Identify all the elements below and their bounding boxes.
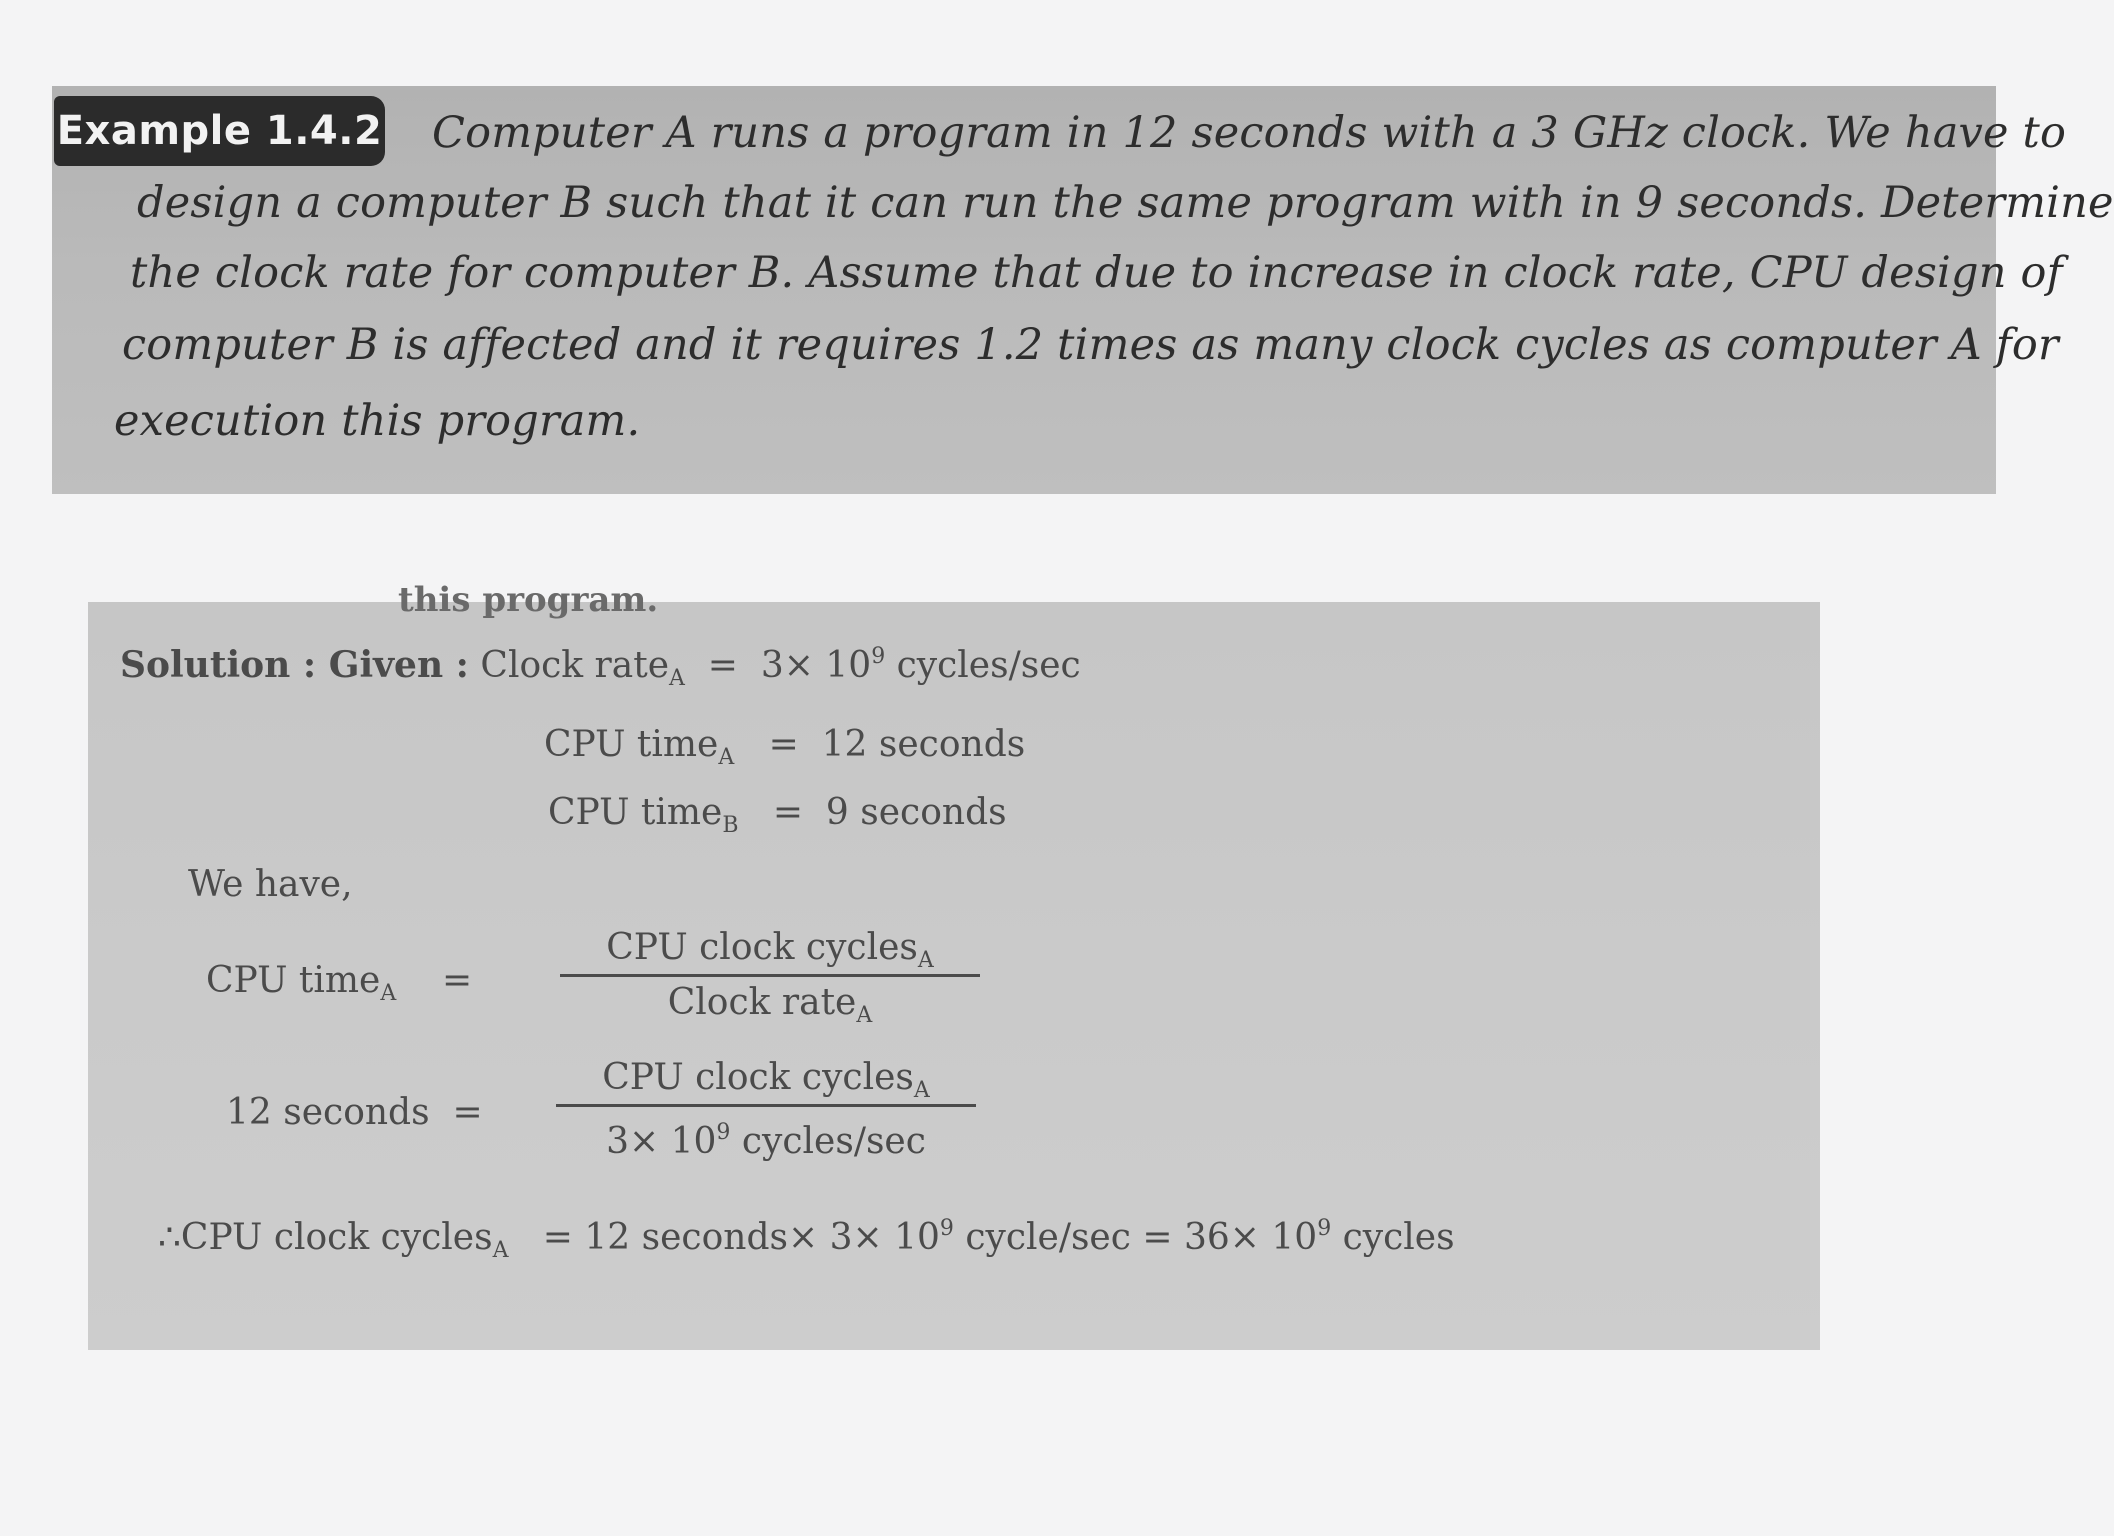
eq3-lhs-subscript: A [492, 1238, 509, 1263]
cpu-time-b-subscript: B [722, 813, 739, 838]
eq3-rhs-part-3: cycles [1331, 1217, 1455, 1258]
eq3-exponent-2: 9 [1317, 1216, 1332, 1241]
example-line-3: the clock rate for computer B. Assume that due to increase in clock rate, CPU design of [130, 248, 2063, 298]
therefore-symbol: ∴ [158, 1217, 181, 1258]
example-badge: Example 1.4.2 [54, 96, 385, 166]
eq2-numerator [556, 1054, 976, 1102]
eq1-numerator-term: CPU clock cycles [606, 927, 918, 968]
eq1-lhs-term: CPU time [206, 960, 381, 1001]
eq1-denominator-term: Clock rate [667, 982, 857, 1023]
eq1-numerator-subscript: A [917, 948, 934, 973]
example-line-2: design a computer B such that it can run the same program with in 9 seconds. Determine [137, 178, 2114, 228]
eq1-fraction-bar [560, 974, 980, 977]
clock-rate-unit: cycles/sec [885, 645, 1081, 686]
clock-rate-value: 3× 10 [760, 645, 872, 686]
given-cpu-time-b-row [548, 792, 1007, 838]
cpu-time-b-term: CPU time [548, 792, 723, 833]
example-line-1: Computer A runs a program in 12 seconds with a 3 GHz clock. We have to [432, 108, 2067, 158]
example-line-4: computer B is affected and it requires 1.2 times as many clock cycles as computer A for [122, 320, 2059, 370]
clock-rate-exponent: 9 [871, 644, 886, 669]
cpu-time-a-equals: = [768, 724, 799, 765]
clock-rate-equals: = [707, 645, 738, 686]
eq2-denominator-unit: cycles/sec [730, 1121, 926, 1162]
cpu-time-b-value: 9 seconds [825, 792, 1007, 833]
eq1-denominator-subscript: A [856, 1003, 873, 1028]
example-line-5: execution this program. [114, 396, 641, 446]
eq1-lhs-subscript: A [380, 981, 397, 1006]
cpu-time-a-term: CPU time [544, 724, 719, 765]
eq1-denominator [560, 979, 980, 1027]
eq2-lhs [226, 1092, 483, 1133]
eq2-numerator-subscript: A [913, 1078, 930, 1103]
eq2-equals: = [452, 1092, 483, 1133]
eq2-denominator-value: 3× 10 [606, 1121, 717, 1162]
eq1-fraction [560, 924, 980, 1027]
eq1-equals: = [442, 960, 473, 1001]
clock-rate-term: Clock rate [480, 645, 670, 686]
given-cpu-time-a-row [544, 724, 1025, 770]
given-clock-rate-row [120, 644, 1081, 691]
eq2-denominator-exponent: 9 [716, 1120, 731, 1145]
eq1-numerator [560, 924, 980, 972]
eq3-row [158, 1216, 1455, 1263]
we-have-label: We have, [188, 864, 353, 905]
eq2-fraction-bar [556, 1104, 976, 1107]
eq3-lhs-term: CPU clock cycles [180, 1217, 493, 1258]
eq3-rhs-part-2: cycle/sec = 36× 10 [953, 1217, 1318, 1258]
eq3-rhs-part-1: = 12 seconds× 3× 10 [542, 1217, 940, 1258]
example-panel [52, 86, 2114, 494]
cutoff-text: this program. [398, 580, 659, 620]
eq2-lhs-text: 12 seconds [226, 1092, 430, 1133]
cpu-time-a-subscript: A [718, 745, 735, 770]
eq1-lhs [206, 960, 472, 1006]
cpu-time-a-value: 12 seconds [821, 724, 1026, 765]
solution-panel [88, 580, 1820, 1350]
eq2-denominator [556, 1109, 976, 1162]
eq2-fraction [556, 1054, 976, 1162]
eq3-exponent-1: 9 [939, 1216, 954, 1241]
clock-rate-subscript: A [669, 666, 685, 691]
solution-label: Solution : Given : [120, 644, 469, 686]
eq2-numerator-term: CPU clock cycles [602, 1057, 914, 1098]
cpu-time-b-equals: = [772, 792, 804, 833]
